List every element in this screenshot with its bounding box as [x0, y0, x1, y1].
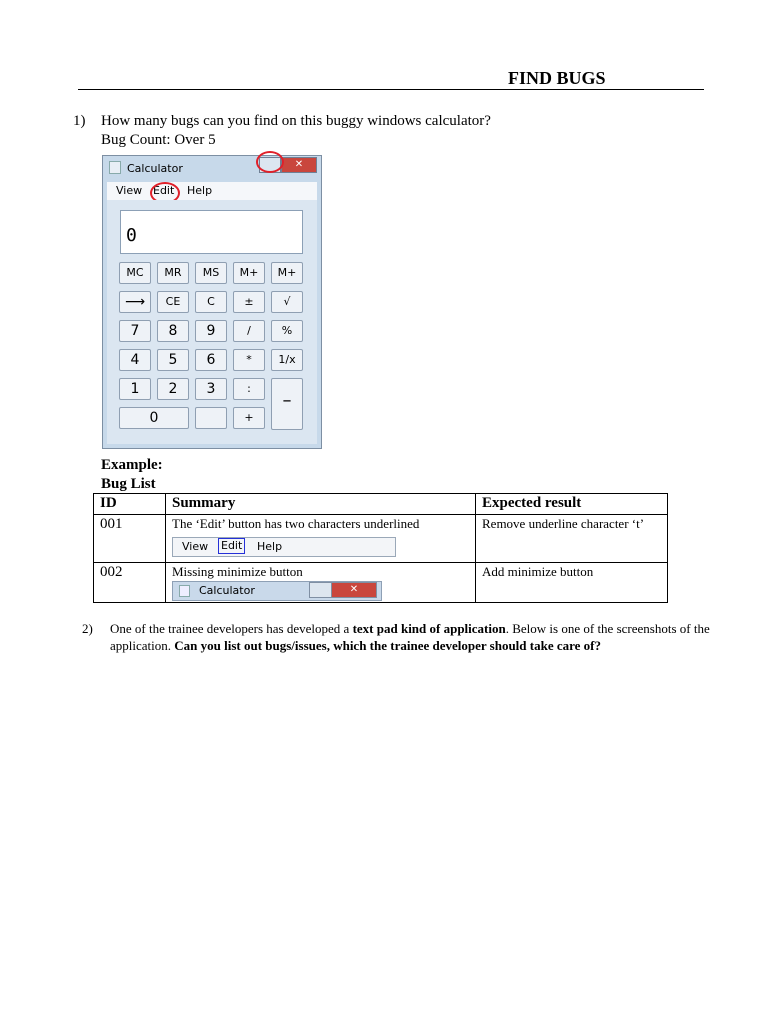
key-4[interactable]: 4 [119, 349, 151, 371]
bug-summary: The ‘Edit’ button has two characters underlined [172, 516, 420, 531]
menu-help[interactable]: Help [187, 184, 213, 197]
bug-expected: Remove underline character ‘t’ [476, 515, 668, 563]
key-plus-minus[interactable]: ± [233, 291, 265, 313]
bug-list-label: Bug List [101, 476, 156, 492]
bug-summary-cell [166, 515, 476, 563]
calculator-app-icon [109, 161, 121, 174]
table-header-row [94, 494, 668, 515]
title-bar-snippet [172, 581, 382, 601]
key-mc[interactable]: MC [119, 262, 151, 284]
key-decimal[interactable] [195, 407, 227, 429]
q2-bold-1: text pad kind of application [352, 621, 506, 636]
calculator-menu-bar [107, 182, 317, 201]
header-summary: Summary [166, 494, 476, 515]
calculator-title-bar [109, 161, 183, 175]
header-rule [78, 89, 704, 90]
calculator-title: Calculator [127, 162, 183, 175]
key-7[interactable]: 7 [119, 320, 151, 342]
q2-text-part1: One of the trainee developers has developed a [110, 621, 353, 636]
question-2-text [110, 621, 710, 654]
key-reciprocal[interactable]: 1/x [271, 349, 303, 371]
key-m-plus-2[interactable]: M+ [271, 262, 303, 284]
key-0[interactable]: 0 [119, 407, 189, 429]
key-subtract[interactable]: : [233, 378, 265, 400]
bug-id: 001 [94, 515, 166, 563]
header-id: ID [94, 494, 166, 515]
key-1[interactable]: 1 [119, 378, 151, 400]
snippet-menu-view: View [182, 540, 209, 553]
key-3[interactable]: 3 [195, 378, 227, 400]
key-multiply[interactable]: * [233, 349, 265, 371]
snippet-menu-edit-highlighted: Edit [218, 538, 245, 554]
menu-bar-snippet [172, 537, 396, 557]
table-row [94, 515, 668, 563]
key-6[interactable]: 6 [195, 349, 227, 371]
snippet-menu-help: Help [257, 540, 283, 553]
page-title: FIND BUGS [508, 68, 606, 88]
close-button[interactable]: ✕ [281, 157, 317, 173]
key-9[interactable]: 9 [195, 320, 227, 342]
bug-expected: Add minimize button [476, 563, 668, 603]
key-5[interactable]: 5 [157, 349, 189, 371]
snippet-close-icon: ✕ [331, 582, 377, 598]
red-circle-annotation-titlebar [256, 151, 284, 173]
key-ms[interactable]: MS [195, 262, 227, 284]
key-ce[interactable]: CE [157, 291, 189, 313]
snippet-maximize-button [309, 582, 333, 598]
key-m-plus[interactable]: M+ [233, 262, 265, 284]
question-2-number: 2) [82, 621, 93, 636]
key-mr[interactable]: MR [157, 262, 189, 284]
key-percent[interactable]: % [271, 320, 303, 342]
question-1-text: How many bugs can you find on this buggy windows calculator? [101, 113, 491, 129]
question-1-number: 1) [73, 113, 86, 129]
key-8[interactable]: 8 [157, 320, 189, 342]
calculator-app-icon [179, 585, 190, 597]
snippet-title: Calculator [199, 584, 255, 597]
key-add[interactable]: + [233, 407, 265, 429]
bug-count: Bug Count: Over 5 [101, 132, 216, 148]
table-row [94, 563, 668, 603]
q2-bold-2: Can you list out bugs/issues, which the trainee developer should take care of? [174, 637, 602, 653]
menu-view[interactable]: View [116, 184, 143, 197]
bug-summary: Missing minimize button [172, 564, 303, 579]
key-divide[interactable]: / [233, 320, 265, 342]
calculator-display [120, 210, 303, 254]
calculator-screenshot [102, 155, 322, 449]
q2-text-part2: . Below is one of the screenshots of the application. [110, 621, 710, 653]
display-value: 0 [126, 225, 137, 246]
menu-edit[interactable]: Edit [153, 184, 175, 197]
bug-id: 002 [94, 563, 166, 603]
key-sqrt[interactable]: √ [271, 291, 303, 313]
example-label: Example: [101, 457, 163, 473]
header-expected: Expected result [476, 494, 668, 515]
key-c[interactable]: C [195, 291, 227, 313]
bug-list-table [93, 493, 668, 603]
key-backspace-arrow[interactable]: ⟶ [119, 291, 151, 313]
bug-summary-cell [166, 563, 476, 603]
key-2[interactable]: 2 [157, 378, 189, 400]
key-equals[interactable]: – [271, 378, 303, 430]
